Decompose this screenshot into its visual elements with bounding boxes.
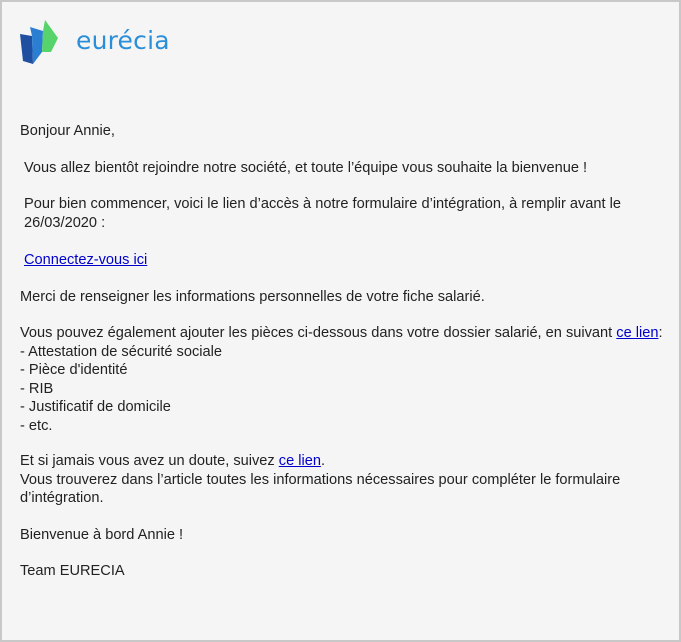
eurecia-logo xyxy=(18,14,178,70)
email-content xyxy=(20,122,670,581)
documents-link[interactable]: ce lien xyxy=(616,325,659,341)
brand-name: eurécia xyxy=(76,26,170,55)
help-article-link[interactable]: ce lien xyxy=(278,453,321,469)
doubt-text: Et si jamais vous avez un doute, suivez xyxy=(20,453,275,469)
doubt-paragraph xyxy=(20,452,670,471)
closing-text: Bienvenue à bord Annie ! xyxy=(20,526,184,543)
intro-text: Pour bien commencer, voici le lien d’accès à notre formulaire d’intégration, à remplir avant le 26/03/2020 : xyxy=(24,196,622,231)
connect-link[interactable]: Connectez-vous ici xyxy=(24,252,148,268)
fill-info-text: Merci de renseigner les informations personnelles de votre fiche salarié. xyxy=(20,288,485,305)
welcome-text: Vous allez bientôt rejoindre notre société, et toute l’équipe vous souhaite la bienvenue ! xyxy=(24,159,588,176)
eurecia-logo-icon xyxy=(18,14,64,66)
connect-paragraph xyxy=(20,251,670,270)
documents-intro-text: Vous pouvez également ajouter les pièces ci-dessous dans votre dossier salarié, en suivant xyxy=(20,325,613,341)
list-item: - Justificatif de domicile xyxy=(20,399,171,415)
signature: Team EURECIA xyxy=(20,563,125,579)
list-item: - Pièce d'identité xyxy=(20,362,128,378)
documents-list xyxy=(20,343,670,436)
list-item: - RIB xyxy=(20,380,54,397)
list-item: - Attestation de sécurité sociale xyxy=(20,343,222,360)
greeting: Bonjour Annie, xyxy=(20,123,115,139)
documents-intro xyxy=(20,324,670,343)
article-info-text: Vous trouverez dans l’article toutes les informations nécessaires pour compléter le formulaire d’intégration. xyxy=(20,471,621,506)
documents-colon: : xyxy=(658,325,663,341)
doubt-period: . xyxy=(320,453,326,469)
list-item: - etc. xyxy=(20,417,53,434)
